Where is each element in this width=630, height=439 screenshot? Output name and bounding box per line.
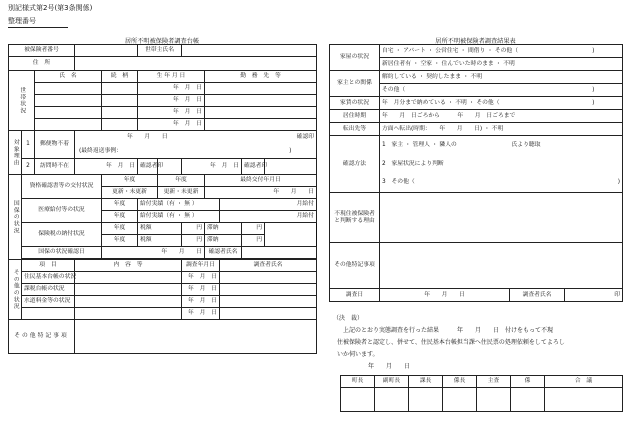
residence-options-1[interactable]: 自宅 ・ アパート ・ 公営住宅 ・ 間借り ・ その他（ [380,45,565,58]
address-field[interactable] [75,57,317,71]
other-date-cell[interactable]: 年 月 日 [182,272,220,284]
household-section-label: 世帯状況 [9,71,35,131]
rent-label: 家賃の状況 [330,97,380,110]
approval-seal-section-chief[interactable] [409,388,443,412]
surveyor-seal[interactable]: 印 [565,289,623,302]
other-surveyor-cell[interactable] [220,296,317,308]
target-visit-confirm-1: 確認者印 [138,159,158,175]
household-name-cell[interactable] [35,83,102,95]
insured-number-field[interactable] [75,45,138,57]
approval-col-mayor: 町長 [341,376,375,388]
residence-close-1: ) [565,45,623,58]
other-col-content: 内 容 等 [75,260,182,272]
ref-number-underline [8,27,68,28]
other-date-cell[interactable]: 年 月 日 [182,296,220,308]
target-visit-seal-2[interactable] [265,159,317,175]
confirm-option-3[interactable]: 3 その他（ [380,174,565,193]
address-label: 住 所 [9,57,75,71]
qual-renew-1[interactable]: 更新・未更新 [102,187,158,199]
household-row [9,107,317,119]
approval-col-subsection-chief: 係長 [443,376,477,388]
other-row [9,308,317,320]
household-row [9,83,317,95]
household-row [9,95,317,107]
medical-year[interactable]: 年度 [102,199,138,211]
tax-amount-label: 税額 [138,235,182,247]
decision-text-3: いか伺います。 [337,351,379,358]
tax-amount-yen[interactable]: 円 [182,235,205,247]
target-mail-confirm-label: 確認印 [220,131,317,145]
survey-date-label: 調査日 [330,289,380,302]
decision-label: （決 裁） [333,315,364,322]
left-title: 居所不明被保険者調査台帳 [124,38,200,45]
residence-options-2[interactable]: 新居住者有 ・ 空家 ・ 住んでいた時のまま ・ 不明 [380,58,623,71]
rent-close: ) [565,97,623,110]
tax-year[interactable]: 年度 [102,235,138,247]
right-result-table [329,44,623,302]
col-workplace: 勤 務 先 等 [205,71,317,83]
unknown-reason-field[interactable] [380,193,623,243]
medical-benefit-text[interactable]: 給付実績（有 ・ 無 ） [138,211,220,223]
insurance-confirm-date[interactable]: 年 月 日 [102,247,205,259]
left-notes-field[interactable] [75,320,317,354]
period-label: 居住時期 [330,110,380,123]
tax-payment-label: 保険税の納付状況 [22,223,102,247]
household-birthdate-cell[interactable]: 年 月 日 [138,107,205,119]
other-item: 住民基本台帳の状況 [22,272,75,284]
arrears-yen[interactable]: 円 [242,235,265,247]
period-field[interactable]: 年 月 日ごろから 年 月 日ごろまで [380,110,623,123]
insurance-confirm-date-label: 国保の状況確認日 [22,247,102,259]
household-birthdate-cell[interactable]: 年 月 日 [138,83,205,95]
relation-label: 家主との関係 [330,71,380,97]
residence-label: 家屋の状況 [330,45,380,71]
confirm-option-1[interactable]: 1 家主 ・ 管理人 ・ 隣人の [380,136,510,155]
target-visit-date-2[interactable]: 年 月 日 [182,159,242,175]
tax-year[interactable]: 年度 [102,223,138,235]
other-content-cell[interactable] [75,272,182,284]
decision-date[interactable]: 年 月 日 [368,363,411,370]
insured-number-label: 被保険者番号 [9,45,75,57]
rent-options[interactable]: 年 月分まで納めている ・ 不明 ・ その他（ [380,97,565,110]
approval-col-clerk: 係 [511,376,545,388]
col-relation: 続 柄 [102,71,138,83]
approval-seal-mayor[interactable] [341,388,375,412]
decision-text-2: 住被保険者と認定し、併せて、住民基本台帳担当課へ住民票の処理依頼をしてよろし [337,339,565,346]
household-relation-cell[interactable] [102,119,138,131]
surveyor-label: 調査者氏名 [510,289,565,302]
approval-seal-subsection-chief[interactable] [443,388,477,412]
insurance-confirmer-field[interactable] [242,247,317,259]
medical-benefit-label: 医療給付等の状況 [22,199,102,223]
approval-seal-clerk[interactable] [511,388,545,412]
other-surveyor-cell[interactable] [220,284,317,296]
head-name-field[interactable] [182,45,317,57]
other-surveyor-cell[interactable] [220,272,317,284]
arrears-yen[interactable]: 円 [242,223,265,235]
other-content-cell[interactable] [75,296,182,308]
right-title: 居所不明被保険者調査結果表 [435,38,516,45]
household-row [9,119,317,131]
other-item: 水道料金等の状況 [22,296,75,308]
other-item: 課税台帳の状況 [22,284,75,296]
last-issue-date[interactable]: 年 月 日 [205,187,317,199]
other-surveyor-cell[interactable] [220,308,317,320]
qual-year-2[interactable]: 年度 [158,175,205,187]
other-col-date: 調査年月日 [182,260,220,272]
approval-col-section-chief: 課長 [409,376,443,388]
other-date-cell[interactable]: 年 月 日 [182,308,220,320]
approval-seal-deputy-mayor[interactable] [375,388,409,412]
insurance-confirmer-label: 確認者氏名 [205,247,242,259]
last-issue-label: 最終交付年月日 [205,175,317,187]
moveout-label: 転出先等 [330,123,380,136]
target-mail-undelivered-label: 郵便物不着 [35,131,75,159]
relation-close-2: ) [565,84,623,97]
approval-col-deputy-mayor: 副町長 [375,376,409,388]
ref-number-label: 整理番号 [8,17,36,25]
medical-benefit-month[interactable]: 月給付 [220,211,317,223]
household-workplace-cell[interactable] [205,119,317,131]
other-item [22,308,75,320]
other-content-cell[interactable] [75,308,182,320]
approval-seal-consultation[interactable] [545,388,623,412]
decision-text-1: 上記のとおり実態調査を行った結果 年 月 日 付けをもって不現 [343,327,554,334]
household-workplace-cell[interactable] [205,95,317,107]
relation-options-1[interactable]: 解約している ・ 契約したまま ・ 不明 [380,71,623,84]
form-id-label: 別記様式第2号(第3条関係) [8,4,93,12]
right-notes-field[interactable] [380,243,623,289]
target-visit-absent-label: 訪問時不在 [35,159,75,175]
survey-date-field[interactable]: 年 月 日 [380,289,510,302]
col-birthdate: 生 年 月 日 [138,71,205,83]
relation-options-2[interactable]: その他（ [380,84,565,97]
col-name: 氏 名 [35,71,102,83]
other-col-item: 項 目 [22,260,75,272]
household-relation-cell[interactable] [102,95,138,107]
moveout-field[interactable]: 方面へ転出(時期： 年 月 日) ・ 不明 [380,123,623,136]
tax-amount-yen[interactable]: 円 [182,223,205,235]
household-relation-cell[interactable] [102,107,138,119]
target-mail-date[interactable]: 年 月 日 [75,131,220,145]
head-name-label: 世帯主氏名 [138,45,182,57]
medical-benefit-month[interactable]: 月給付 [220,199,317,211]
unknown-reason-label: 不現住被保険者と判断する理由 [330,193,380,243]
household-relation-cell[interactable] [102,83,138,95]
other-content-cell[interactable] [75,284,182,296]
target-section-label: 対象理由 [9,131,22,175]
target-visit-date-1[interactable]: 年 月 日 [75,159,138,175]
household-birthdate-cell[interactable]: 年 月 日 [138,119,205,131]
approval-col-chief-clerk: 主査 [477,376,511,388]
target-no-1: 1 [22,131,35,159]
left-notes-label: その他特記事項 [9,320,75,354]
other-row [9,296,317,308]
approval-seal-chief-clerk[interactable] [477,388,511,412]
household-name-cell[interactable] [35,107,102,119]
right-notes-label: その他特記事項 [330,243,380,289]
target-return-close: ) [265,145,317,159]
confirm-option-1-tail: 氏より聴取 [510,136,623,155]
household-workplace-cell[interactable] [205,83,317,95]
qual-renew-2[interactable]: 更新・未更新 [158,187,205,199]
confirm-method-label: 確認方法 [330,136,380,193]
tax-amount-label: 税額 [138,223,182,235]
medical-benefit-text[interactable]: 給付実績（有 ・ 無 ） [138,199,220,211]
target-no-2: 2 [22,159,35,175]
confirm-option-2[interactable]: 2 家屋状況により判断 [380,155,623,174]
other-col-surveyor: 調査者氏名 [220,260,317,272]
household-name-cell[interactable] [35,95,102,107]
other-row [9,272,317,284]
household-name-cell[interactable] [35,119,102,131]
other-section-label: その他の状況 [9,260,22,320]
left-ledger-table [8,44,317,354]
approval-col-consultation: 合 議 [545,376,623,388]
target-return-example: (最終返送事例： [75,145,265,159]
household-birthdate-cell[interactable]: 年 月 日 [138,95,205,107]
qual-year-1[interactable]: 年度 [102,175,158,187]
other-date-cell[interactable]: 年 月 日 [182,284,220,296]
insurance-section-label: 国保の状況 [9,175,22,260]
approval-table [340,375,623,412]
confirm-option-3-close: ) [565,174,623,193]
medical-year[interactable]: 年度 [102,211,138,223]
arrears-label: 滞納 [205,235,242,247]
target-visit-confirm-2: 確認者印 [242,159,265,175]
arrears-label: 滞納 [205,223,242,235]
qual-issue-label: 資格確認書等の交付状況 [22,175,102,199]
other-row [9,284,317,296]
household-workplace-cell[interactable] [205,107,317,119]
